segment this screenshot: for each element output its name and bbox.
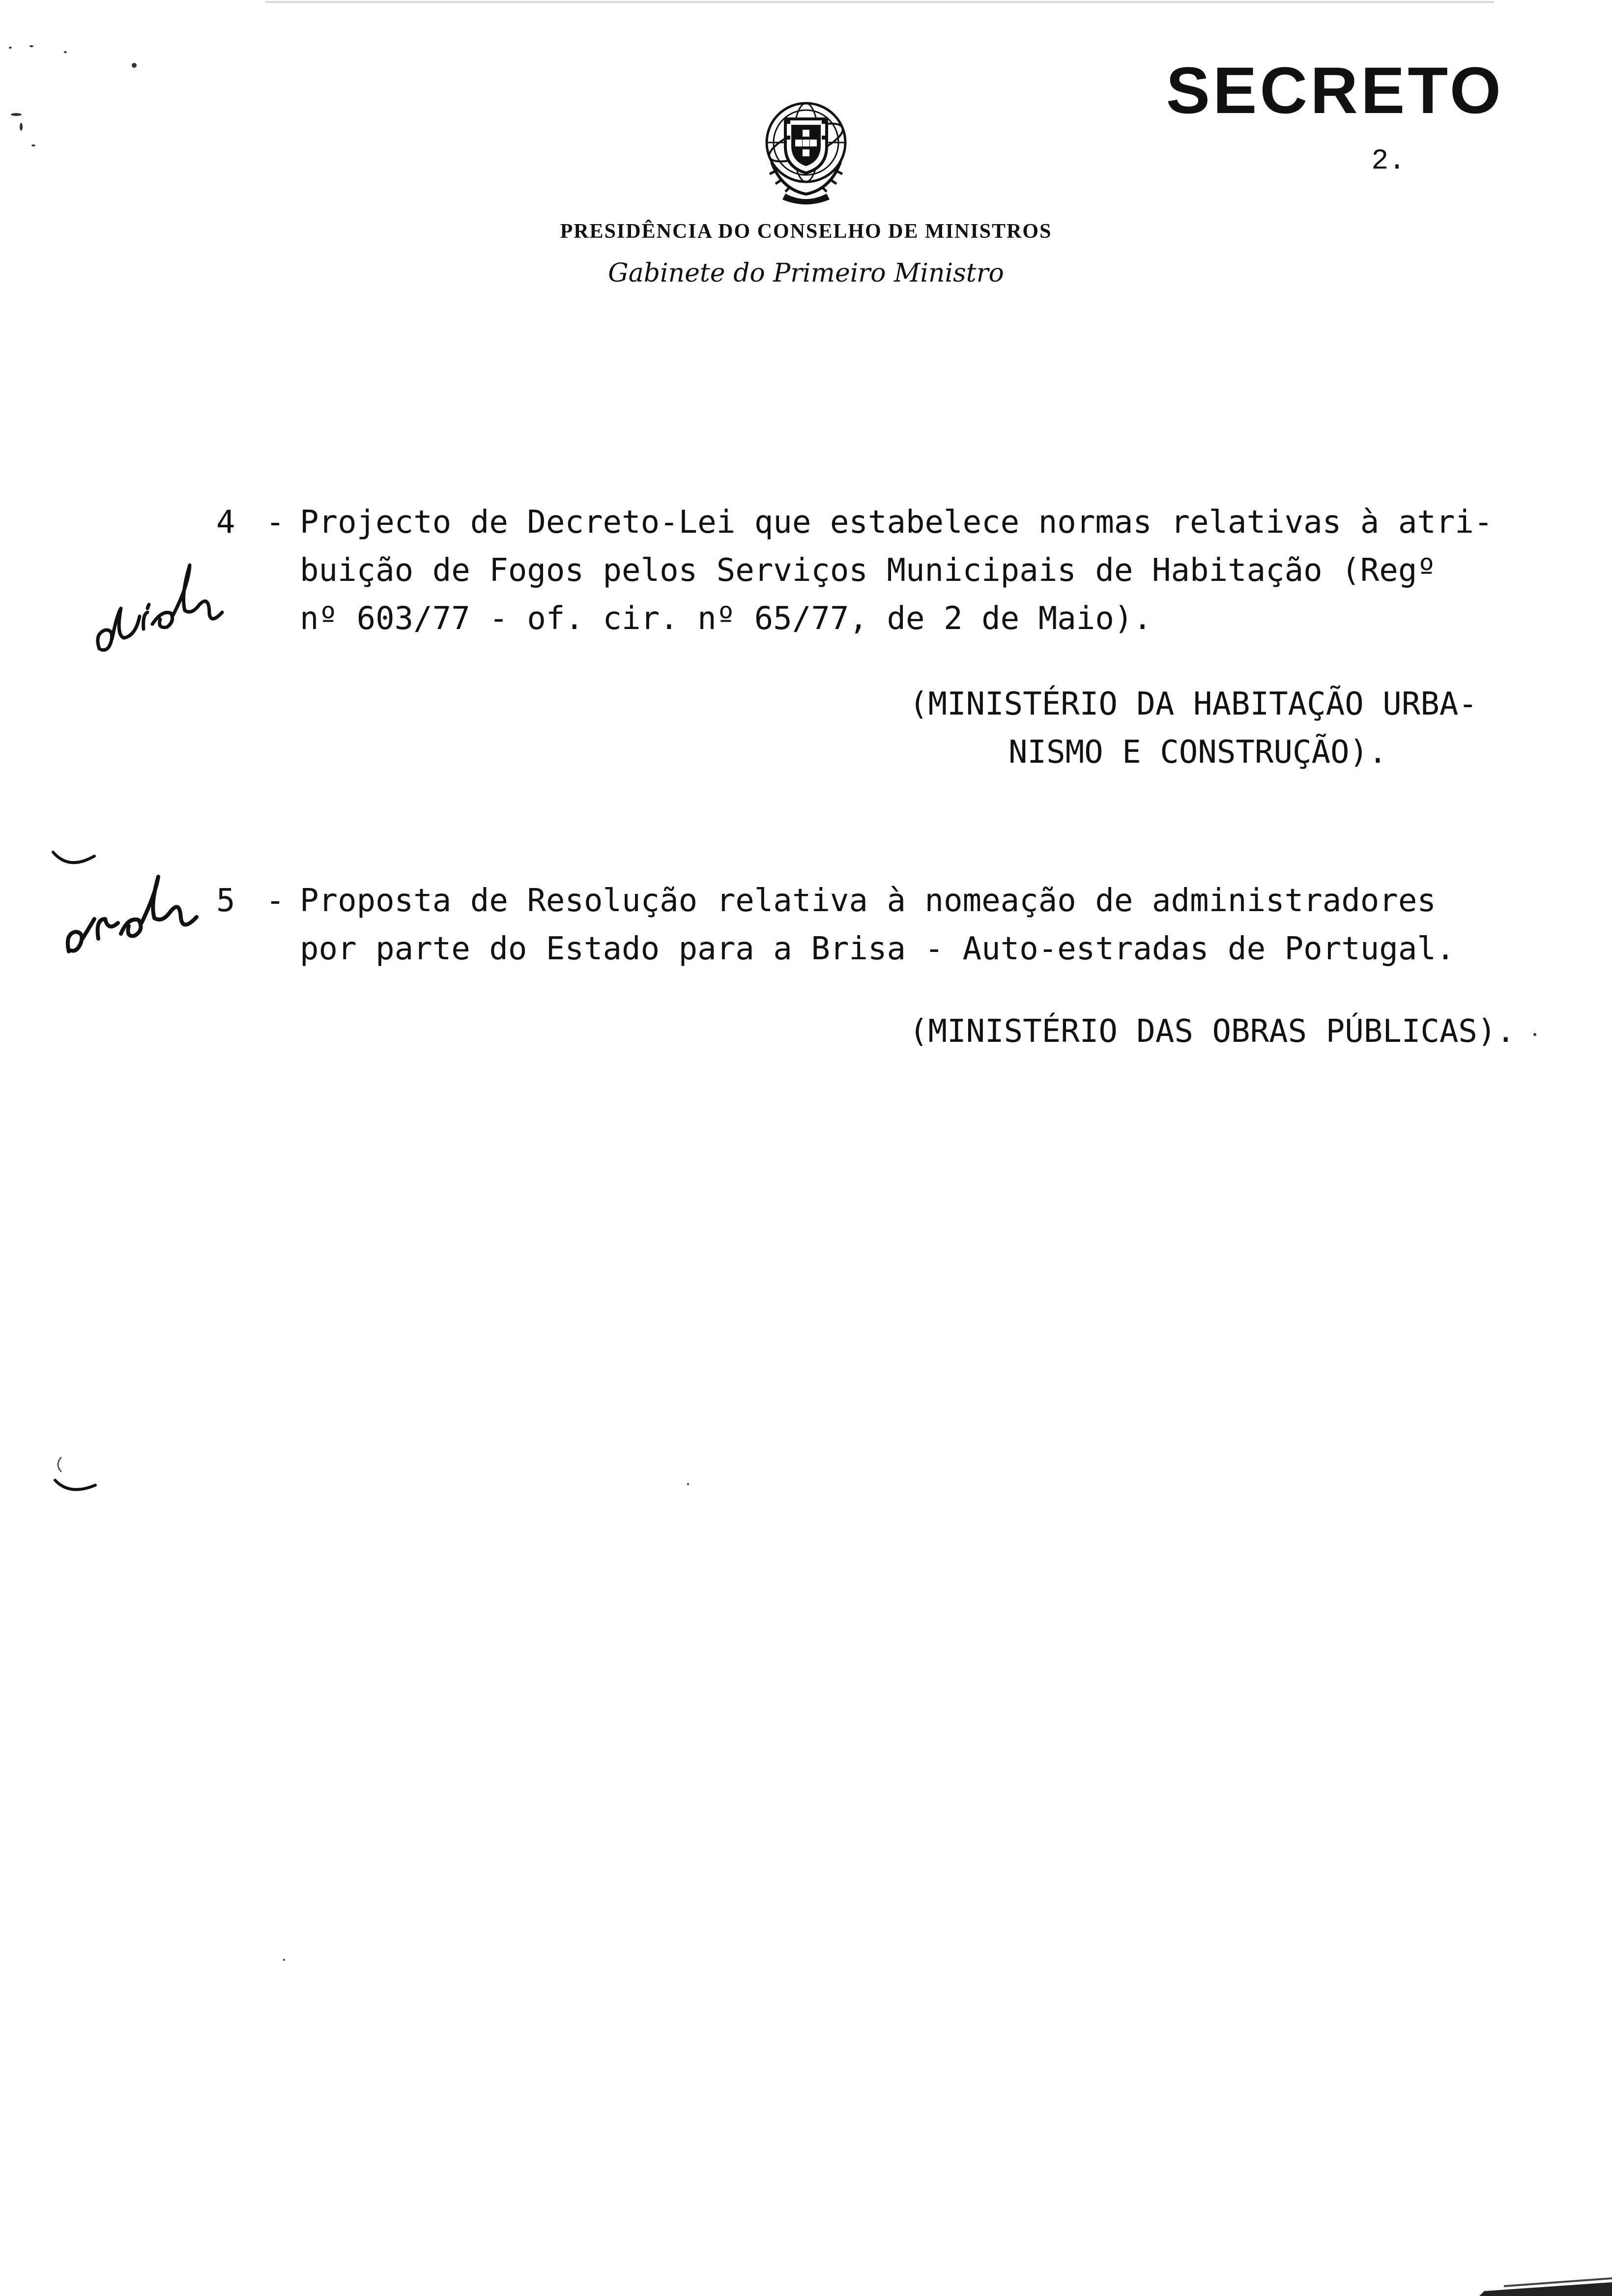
handwritten-note-adiado [88,555,236,663]
item-text-line: por parte do Estado para a Brisa - Auto-estradas de Portugal. [300,931,1455,967]
item-number: 5 [216,883,235,919]
item-dash: - [265,883,285,919]
item-text-line: nº 603/77 - of. cir. nº 65/77, de 2 de Maio). [300,601,1152,637]
item-dash: - [265,504,285,541]
item-text-line: buição de Fogos pelos Serviços Municipais de Habitação (Regº [300,552,1436,589]
handwritten-note-adiado [54,865,211,963]
ministry-attribution: NISMO E CONSTRUÇÃO). [1008,734,1387,771]
agenda-item-5 [216,877,1553,980]
institution-name: PRESIDÊNCIA DO CONSELHO DE MINISTROS [560,220,1052,243]
scan-speck [11,113,22,116]
item-number: 4 [216,504,235,541]
item-text-line: Projecto de Decreto-Lei que estabelece normas relativas à atri- [300,504,1493,541]
portuguese-coat-of-arms-icon [747,88,865,206]
scan-speck [687,1483,689,1485]
scan-speck [1533,1033,1536,1036]
scan-speck [283,1959,285,1961]
classification-stamp: SECRETO [1166,54,1504,127]
ministry-attribution: (MINISTÉRIO DAS OBRAS PÚBLICAS). [909,1013,1515,1050]
page-number: 2. [1371,145,1406,177]
item-text-line: Proposta de Resolução relativa à nomeação de administradores [300,883,1436,919]
agenda-item-4 [216,498,1553,646]
margin-tick-mark [51,1455,71,1474]
office-name: Gabinete do Primeiro Ministro [608,258,1004,288]
scan-top-edge [265,1,1494,3]
margin-tick-mark [51,1474,100,1499]
ministry-attribution: (MINISTÉRIO DA HABITAÇÃO URBA- [909,686,1477,722]
scan-edge-artifact [1474,2271,1612,2296]
scan-speck [29,45,33,47]
scan-speck [132,63,137,68]
scan-speck [31,144,35,146]
scan-speck [64,51,67,53]
scan-speck [9,47,12,49]
scan-speck [20,123,23,131]
